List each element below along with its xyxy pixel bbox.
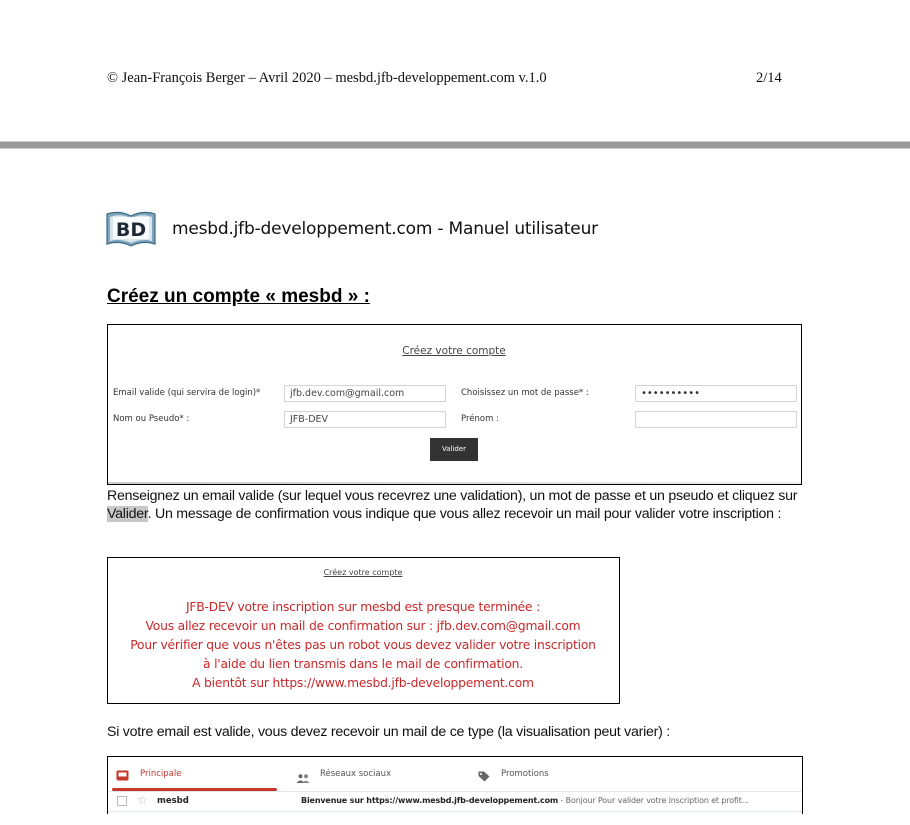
mail-snippet: - Bonjour Pour valider votre inscription et profit... [558,796,749,805]
document-title: mesbd.jfb-developpement.com - Manuel utilisateur [172,219,598,239]
mail-paragraph: Si votre email est valide, vous devez recevoir un mail de ce type (la visualisation peut varier) : [107,724,670,740]
email-field[interactable]: jfb.dev.com@gmail.com [284,385,446,402]
confirmation-line: JFB-DEV votre inscription sur mesbd est presque terminée : [185,600,541,614]
confirmation-title: Créez votre compte [323,568,403,577]
inbox-icon [116,768,129,779]
tab-promotions[interactable]: Promotions [501,769,549,779]
password-label: Choisissez un mot de passe* : [461,388,589,398]
confirmation-line: Vous allez recevoir un mail de confirmation sur : jfb.dev.com@gmail.com [145,619,581,633]
book-logo-icon [105,208,157,248]
divider [108,791,802,792]
form-title: Créez votre compte [402,345,506,357]
email-label: Email valide (qui servira de login)* [113,388,261,398]
mail-row[interactable] [301,796,749,805]
star-icon[interactable]: ☆ [137,793,148,807]
instructions-paragraph [107,487,807,523]
page-header-copyright: © Jean-François Berger – Avril 2020 – mesbd.jfb-developpement.com v.1.0 [107,70,547,86]
mail-subject: Bienvenue sur https://www.mesbd.jfb-developpement.com [301,796,559,805]
confirmation-screenshot [107,557,620,704]
password-field[interactable]: •••••••••• [635,385,797,402]
divider [108,482,801,484]
signup-form-screenshot [107,324,802,485]
name-label: Nom ou Pseudo* : [113,414,190,424]
paragraph-text: Renseignez un email valide (sur lequel vous recevrez une validation), un mot de passe et un pseudo et cliquez sur [107,488,798,504]
logo-text: BD [115,219,147,241]
confirmation-line: A bientôt sur https://www.mesbd.jfb-developpement.com [192,676,534,690]
confirmation-line: à l'aide du lien transmis dans le mail de confirmation. [203,657,523,671]
people-icon [296,770,310,779]
highlighted-valider: Valider [107,506,148,522]
firstname-field[interactable] [635,411,797,428]
select-checkbox[interactable] [117,796,127,806]
valider-button[interactable]: Valider [430,438,478,461]
name-field[interactable]: JFB-DEV [284,411,446,428]
section-title: Créez un compte « mesbd » : [107,286,370,307]
confirmation-line: Pour vérifier que vous n'êtes pas un robot vous devez valider votre inscription [130,638,596,652]
paragraph-text: . Un message de confirmation vous indique que vous allez recevoir un mail pour valider votre inscription : [147,506,782,522]
divider [108,811,802,812]
mail-inbox-screenshot [107,756,803,814]
tag-icon [478,769,490,780]
firstname-label: Prénom : [461,414,499,424]
page-separator [0,141,910,149]
tab-principale[interactable]: Principale [140,769,182,779]
tab-reseaux-sociaux[interactable]: Réseaux sociaux [320,769,392,779]
page-number: 2/14 [756,70,782,86]
mail-sender[interactable]: mesbd [157,796,189,806]
